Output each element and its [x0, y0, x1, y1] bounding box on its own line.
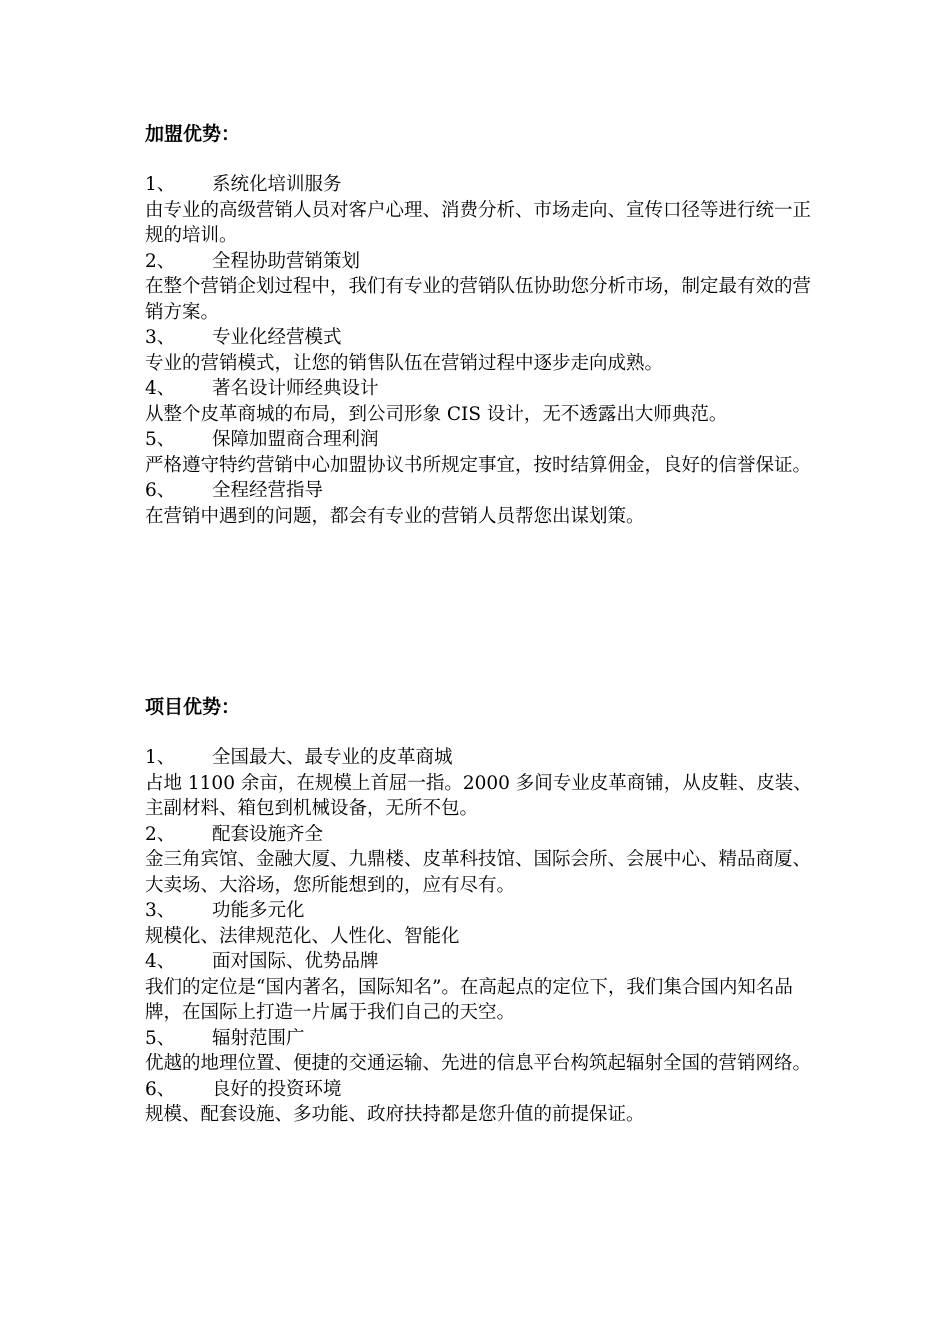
item-number: 4、: [145, 378, 176, 399]
item-body: 优越的地理位置、便捷的交通运输、先进的信息平台构筑起辐射全国的营销网络。: [145, 1053, 812, 1074]
item-number: 5、: [145, 429, 176, 450]
item-title: [145, 1026, 825, 1052]
list-item: [145, 949, 825, 1026]
item-number: 3、: [145, 327, 176, 348]
item-title: [145, 478, 825, 504]
item-title-text: 功能多元化: [212, 900, 305, 921]
item-title-text: 系统化培训服务: [212, 174, 342, 195]
item-number: 6、: [145, 1078, 176, 1100]
item-title-text: 全程协助营销策划: [212, 250, 361, 272]
item-title: [145, 822, 825, 848]
item-title: [145, 1077, 825, 1103]
list-item: [145, 478, 825, 529]
section-heading: 项目优势：: [145, 696, 241, 718]
item-title-text: 良好的投资环境: [212, 1078, 342, 1100]
item-body: 规模化、法律规范化、人性化、智能化: [145, 925, 460, 947]
item-body: 专业的营销模式，让您的销售队伍在营销过程中逐步走向成熟。: [145, 352, 664, 374]
section-heading: 加盟优势：: [145, 123, 241, 145]
item-title-text: 辐射范围广: [212, 1027, 305, 1049]
item-body: 从整个皮革商城的布局，到公司形象 CIS 设计，无不透露出大师典范。: [145, 403, 728, 425]
item-title: [145, 949, 825, 975]
list-item: [145, 822, 825, 899]
item-title: [145, 249, 825, 275]
item-title-text: 全程经营指导: [212, 480, 324, 501]
item-body: 在营销中遇到的问题，都会有专业的营销人员帮您出谋划策。: [145, 505, 645, 527]
item-number: 2、: [145, 823, 176, 845]
franchise-advantages-section: [145, 120, 825, 529]
list-item: [145, 1026, 825, 1077]
list-item: [145, 249, 825, 326]
item-title-text: 著名设计师经典设计: [212, 378, 379, 399]
spacer: [145, 148, 825, 172]
item-title: [145, 325, 825, 351]
item-body: 严格遵守特约营销中心加盟协议书所规定事宜，按时结算佣金，良好的信誉保证。: [145, 454, 812, 476]
item-body: 金三角宾馆、金融大厦、九鼎楼、皮革科技馆、国际会所、会展中心、精品商厦、大卖场、大浴场，您所能想到的，应有尽有。: [145, 849, 812, 896]
list-item: [145, 172, 825, 249]
item-title: [145, 172, 825, 198]
list-item: [145, 427, 825, 478]
item-body: 在整个营销企划过程中，我们有专业的营销队伍协助您分析市场，制定最有效的营销方案。: [145, 276, 812, 323]
item-number: 4、: [145, 951, 176, 972]
item-number: 5、: [145, 1027, 176, 1049]
item-title-text: 保障加盟商合理利润: [212, 429, 379, 450]
item-title: [145, 427, 825, 453]
item-number: 1、: [145, 174, 176, 195]
item-body: 由专业的高级营销人员对客户心理、消费分析、市场走向、宣传口径等进行统一正规的培训。: [145, 199, 812, 246]
item-title: [145, 376, 825, 402]
item-number: 6、: [145, 480, 176, 501]
item-number: 3、: [145, 900, 176, 921]
list-item: [145, 898, 825, 949]
item-number: 1、: [145, 747, 176, 768]
item-title: [145, 898, 825, 924]
item-number: 2、: [145, 250, 176, 272]
item-title-text: 面对国际、优势品牌: [212, 951, 379, 972]
list-item: [145, 745, 825, 822]
item-body: 我们的定位是“国内著名，国际知名”。在高起点的定位下，我们集合国内知名品牌，在国际上打造一片属于我们自己的天空。: [145, 976, 793, 1023]
item-title-text: 全国最大、最专业的皮革商城: [212, 747, 453, 768]
item-title: [145, 745, 825, 771]
item-title-text: 配套设施齐全: [212, 823, 324, 845]
item-body: 规模、配套设施、多功能、政府扶持都是您升值的前提保证。: [145, 1104, 645, 1125]
list-item: [145, 325, 825, 376]
item-title-text: 专业化经营模式: [212, 327, 342, 348]
list-item: [145, 376, 825, 427]
item-body: 占地 1100 余亩，在规模上首屈一指。2000 多间专业皮革商铺，从皮鞋、皮装、主副材料、箱包到机械设备，无所不包。: [145, 772, 812, 819]
spacer: [145, 721, 825, 745]
list-item: [145, 1077, 825, 1128]
project-advantages-section: [145, 693, 825, 1128]
